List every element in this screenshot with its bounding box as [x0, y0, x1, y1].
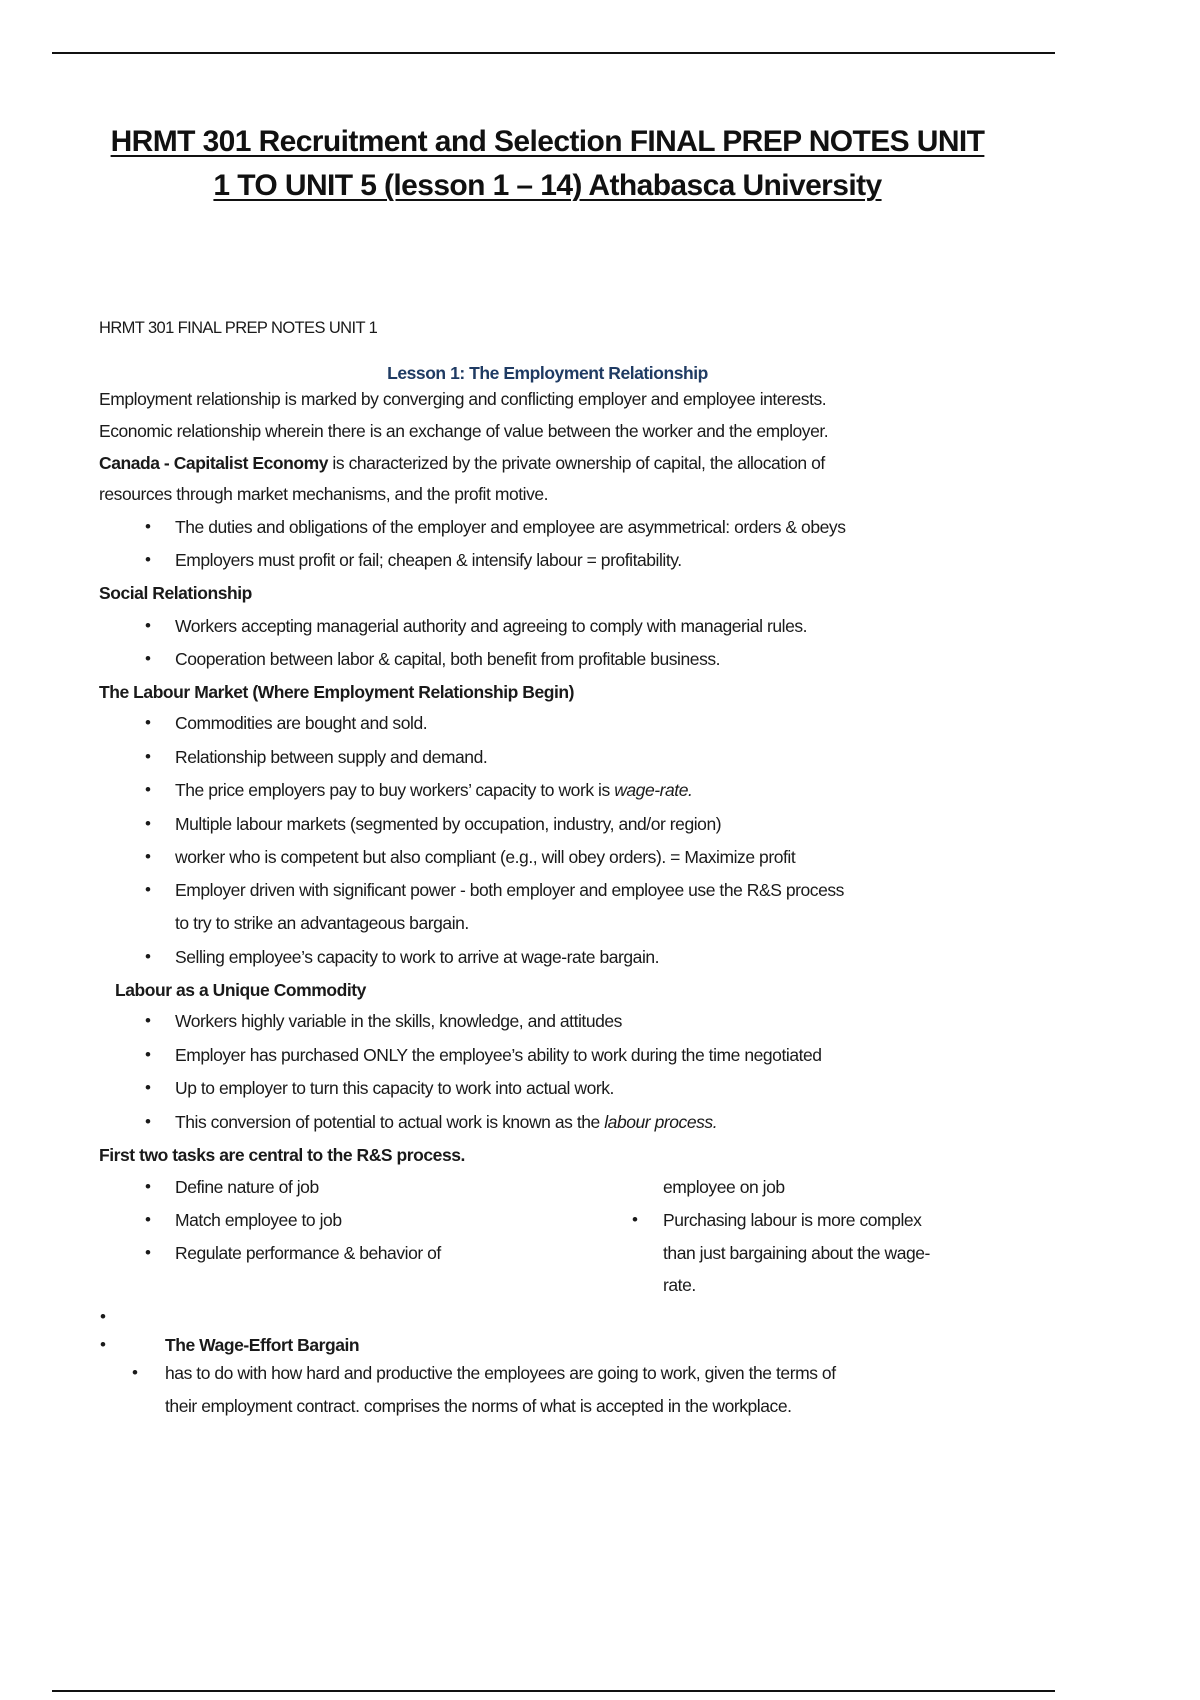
paragraph-text: is characterized by the private ownership of capital, the allocation of — [328, 453, 825, 473]
bullet-icon: • — [145, 1210, 151, 1229]
list-item: Up to employer to turn this capacity to work into actual work. — [175, 1078, 614, 1098]
paragraph — [99, 451, 825, 475]
section-heading: First two tasks are central to the R&S process. — [99, 1145, 465, 1165]
section-heading: The Labour Market (Where Employment Relationship Begin) — [99, 682, 575, 702]
list-item — [175, 1110, 717, 1134]
list-item-continuation: rate. — [663, 1275, 696, 1295]
bullet-icon: • — [145, 550, 151, 569]
bullet-icon: • — [145, 649, 151, 668]
paragraph: Employment relationship is marked by converging and conflicting employer and employee interests. — [99, 389, 827, 409]
italic-term: labour process. — [604, 1112, 718, 1132]
list-item: Workers accepting managerial authority and agreeing to comply with managerial rules. — [175, 616, 808, 636]
list-item-continuation: employee on job — [663, 1177, 785, 1197]
list-item-continuation: than just bargaining about the wage- — [663, 1243, 930, 1263]
list-item-continuation: to try to strike an advantageous bargain. — [175, 913, 469, 933]
bullet-icon: • — [145, 1078, 151, 1097]
bullet-icon: • — [100, 1307, 106, 1326]
list-item: The duties and obligations of the employer and employee are asymmetrical: orders & obeys — [175, 517, 846, 537]
section-heading: The Wage-Effort Bargain — [165, 1335, 360, 1355]
bullet-icon: • — [145, 847, 151, 866]
list-item-continuation: their employment contract. comprises the norms of what is accepted in the workplace. — [165, 1396, 792, 1416]
bullet-icon: • — [145, 947, 151, 966]
bold-term: Canada - Capitalist Economy — [99, 453, 329, 473]
bullet-icon: • — [145, 747, 151, 766]
list-item: has to do with how hard and productive the employees are going to work, given the terms of — [165, 1363, 836, 1383]
bullet-icon: • — [145, 517, 151, 536]
list-item: Employer driven with significant power - both employer and employee use the R&S process — [175, 880, 844, 900]
bullet-icon: • — [132, 1363, 138, 1382]
list-item: Match employee to job — [175, 1210, 342, 1230]
bottom-rule — [52, 1690, 1055, 1692]
paragraph: Economic relationship wherein there is an exchange of value between the worker and the employer. — [99, 421, 829, 441]
list-item: Regulate performance & behavior of — [175, 1243, 441, 1263]
paragraph: resources through market mechanisms, and the profit motive. — [99, 484, 549, 504]
list-item: Define nature of job — [175, 1177, 319, 1197]
bullet-icon: • — [145, 1112, 151, 1131]
list-item: Employers must profit or fail; cheapen & intensify labour = profitability. — [175, 550, 682, 570]
bullet-icon: • — [145, 1177, 151, 1196]
list-item — [175, 778, 692, 802]
bullet-icon: • — [145, 814, 151, 833]
bullet-icon: • — [632, 1210, 638, 1229]
bullet-icon: • — [145, 1011, 151, 1030]
list-item: worker who is competent but also compliant (e.g., will obey orders). = Maximize profit — [175, 847, 796, 867]
italic-term: wage-rate. — [614, 780, 693, 800]
list-item: Workers highly variable in the skills, knowledge, and attitudes — [175, 1011, 622, 1031]
section-heading: Labour as a Unique Commodity — [115, 980, 366, 1000]
bullet-icon: • — [145, 880, 151, 899]
document-title-line-2: 1 TO UNIT 5 (lesson 1 – 14) Athabasca University — [213, 169, 882, 202]
list-item: Relationship between supply and demand. — [175, 747, 488, 767]
bullet-icon: • — [145, 713, 151, 732]
bullet-icon: • — [145, 616, 151, 635]
list-item-text: This conversion of potential to actual work is known as the — [175, 1112, 605, 1132]
list-item: Multiple labour markets (segmented by occupation, industry, and/or region) — [175, 814, 722, 834]
top-rule — [52, 52, 1055, 54]
bullet-icon: • — [145, 1045, 151, 1064]
unit-subheading: HRMT 301 FINAL PREP NOTES UNIT 1 — [99, 319, 378, 337]
list-item: Purchasing labour is more complex — [663, 1210, 922, 1230]
list-item: Cooperation between labor & capital, both benefit from profitable business. — [175, 649, 721, 669]
bullet-icon: • — [145, 780, 151, 799]
bullet-icon: • — [145, 1243, 151, 1262]
list-item-text: The price employers pay to buy workers’ capacity to work is — [175, 780, 615, 800]
list-item: Commodities are bought and sold. — [175, 713, 428, 733]
bullet-icon: • — [100, 1335, 106, 1354]
section-heading: Social Relationship — [99, 583, 252, 603]
list-item: Employer has purchased ONLY the employee’s ability to work during the time negotiated — [175, 1045, 822, 1065]
lesson-heading: Lesson 1: The Employment Relationship — [387, 363, 708, 383]
document-title-line-1: HRMT 301 Recruitment and Selection FINAL PREP NOTES UNIT — [110, 125, 985, 158]
list-item: Selling employee’s capacity to work to arrive at wage-rate bargain. — [175, 947, 660, 967]
